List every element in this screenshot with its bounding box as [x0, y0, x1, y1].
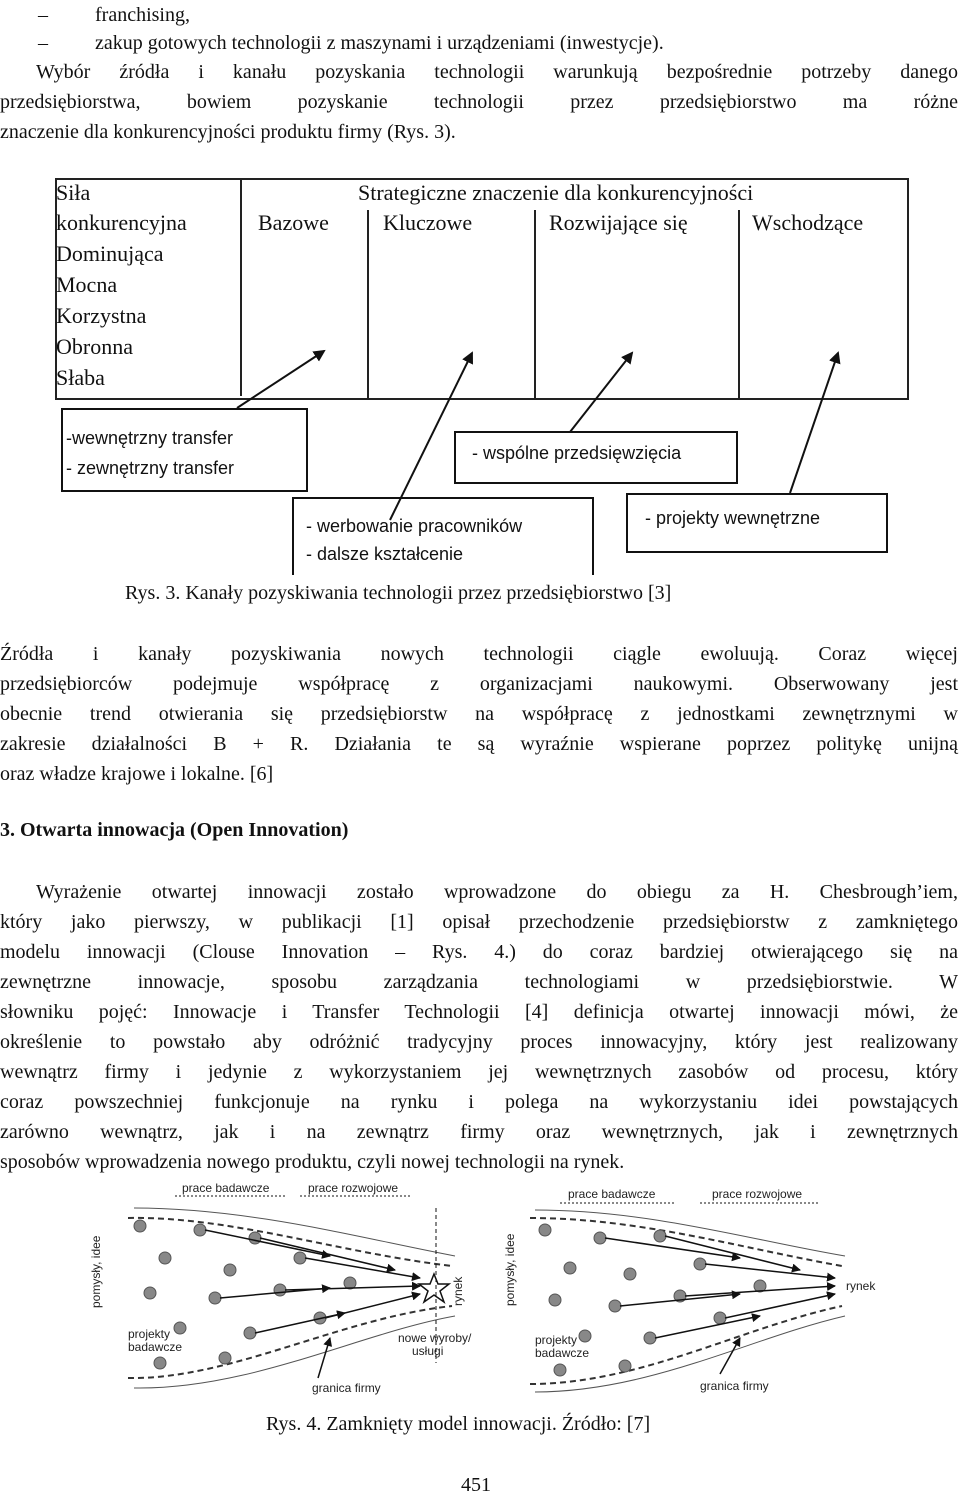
arrow-line	[237, 351, 324, 408]
paragraph-line: zakresie działalności B + R. Działania te są wyraźnie wspierane poprzez politykę unijną	[0, 733, 958, 755]
paragraph-line: znaczenie dla konkurencyjności produktu firmy (Rys. 3).	[0, 121, 456, 143]
paragraph-line: który jako pierwszy, w publikacji [1] opisał przechodzenie przedsiębiorstw z zamkniętego	[0, 911, 958, 933]
paragraph-line: zarówno wewnątrz, jak i na zewnątrz firmy oraz wewnętrznych, jak i zewnętrznych	[0, 1121, 958, 1143]
section-heading: 3. Otwarta innowacja (Open Innovation)	[0, 819, 349, 841]
table-column-header: Wschodzące	[752, 210, 864, 235]
list-item: franchising,	[95, 4, 190, 26]
table-header-strength-2: konkurencyjna	[56, 210, 187, 235]
paragraph-2	[0, 639, 958, 789]
channel-box-transfer	[61, 408, 308, 492]
table-row-label: Korzystna	[56, 303, 147, 328]
label-projects: projekty	[128, 1327, 171, 1341]
label-development: prace rozwojowe	[712, 1187, 803, 1201]
list-item: zakup gotowych technologii z maszynami i urządzeniami (inwestycje).	[95, 32, 664, 54]
paragraph-line: przedsiębiorstwa, bowiem pozyskanie technologii przez przedsiębiorstwo ma różne	[0, 91, 958, 113]
channel-box-line: -wewnętrzny transfer	[66, 428, 234, 448]
label-new-products: usługi	[412, 1344, 444, 1358]
table-row-label: Słaba	[56, 365, 105, 390]
table-row-label: Obronna	[56, 334, 133, 359]
label-new-products: nowe wyroby/	[398, 1331, 472, 1345]
channel-box-line: - wspólne przedsięwzięcia	[472, 443, 682, 463]
table-column-header: Bazowe	[258, 210, 329, 235]
figure-3-caption: Rys. 3. Kanały pozyskiwania technologii przez przedsiębiorstwo [3]	[125, 582, 672, 604]
paragraph-line: coraz powszechniej funkcjonuje na rynku i polega na wykorzystaniu idei powstających	[0, 1091, 958, 1113]
channel-box-line: - zewnętrzny transfer	[66, 458, 235, 478]
list-marker: –	[38, 4, 48, 26]
paragraph-line: wewnątrz firmy i jedynie z wykorzystaniem jej wewnętrznych zasobów od procesu, który	[0, 1061, 958, 1083]
label-development: prace rozwojowe	[308, 1181, 399, 1195]
figure-4-right-panel	[503, 1187, 876, 1393]
paragraph-line: modelu innowacji (Clouse Innovation – Rys. 4.) do coraz bardziej otwierającego się na	[0, 941, 958, 963]
figure-4-diagram	[0, 1178, 960, 1418]
label-projects: badawcze	[535, 1346, 590, 1360]
paragraph-line: obecnie trend otwierania się przedsiębiorstw na współpracę z jednostkami zewnętrznymi w	[0, 703, 958, 725]
channel-box-line: - werbowanie pracowników	[306, 516, 523, 536]
paragraph-line: Wybór źródła i kanału pozyskania technologii warunkują bezpośrednie potrzeby danego	[36, 61, 958, 83]
figure-4-caption: Rys. 4. Zamknięty model innowacji. Źródło: [7]	[266, 1413, 651, 1435]
label-ideas: pomysły, idee	[89, 1235, 103, 1308]
table-column-header: Kluczowe	[383, 210, 473, 235]
channel-box-line: - dalsze kształcenie	[306, 544, 464, 564]
table-header-strength-1: Siła	[56, 180, 91, 205]
table-row-label: Dominująca	[56, 241, 164, 266]
paragraph-line: zewnętrzne innowacje, sposobu zarządzania technologiami w przedsiębiorstwie. W	[0, 971, 958, 993]
label-research: prace badawcze	[568, 1187, 656, 1201]
label-boundary: granica firmy	[312, 1381, 381, 1395]
table-row-label: Mocna	[56, 272, 118, 297]
label-boundary: granica firmy	[700, 1379, 769, 1393]
paragraph-line: słowniku pojęć: Innowacje i Transfer Technologii [4] definicja otwartej innowacji mówi, że	[0, 1001, 958, 1023]
label-market: rynek	[451, 1276, 465, 1306]
arrow-line	[790, 353, 838, 493]
label-ideas: pomysły, idee	[503, 1233, 517, 1306]
list-marker: –	[38, 32, 48, 54]
figure-4-left-panel	[89, 1181, 472, 1395]
paragraph-line: Źródła i kanały pozyskiwania nowych technologii ciągle ewoluują. Coraz więcej	[0, 643, 958, 665]
paragraph-line: sposobów wprowadzenia nowego produktu, czyli nowej technologii na rynek.	[0, 1151, 625, 1173]
table-header-strategic: Strategiczne znaczenie dla konkurencyjności	[358, 180, 754, 205]
paragraph-line: przedsiębiorców podejmuje współpracę z organizacjami naukowymi. Obserwowany jest	[0, 673, 958, 695]
paragraph-line: określenie to powstało aby odróżnić tradycyjny proces innowacyjny, który jest realizowany	[0, 1031, 958, 1053]
table-column-header: Rozwijające się	[549, 210, 688, 235]
label-research: prace badawcze	[182, 1181, 270, 1195]
paragraph-line: oraz władze krajowe i lokalne. [6]	[0, 763, 274, 785]
paragraph-line: Wyrażenie otwartej innowacji zostało wprowadzone do obiegu za H. Chesbrough’iem,	[36, 881, 958, 903]
paragraph-3	[0, 877, 958, 1177]
label-projects: projekty	[535, 1333, 578, 1347]
page-number: 451	[461, 1474, 491, 1496]
label-projects: badawcze	[128, 1340, 183, 1354]
channel-box-line: - projekty wewnętrzne	[645, 508, 821, 528]
label-market: rynek	[846, 1279, 876, 1293]
arrow-line	[570, 353, 632, 432]
